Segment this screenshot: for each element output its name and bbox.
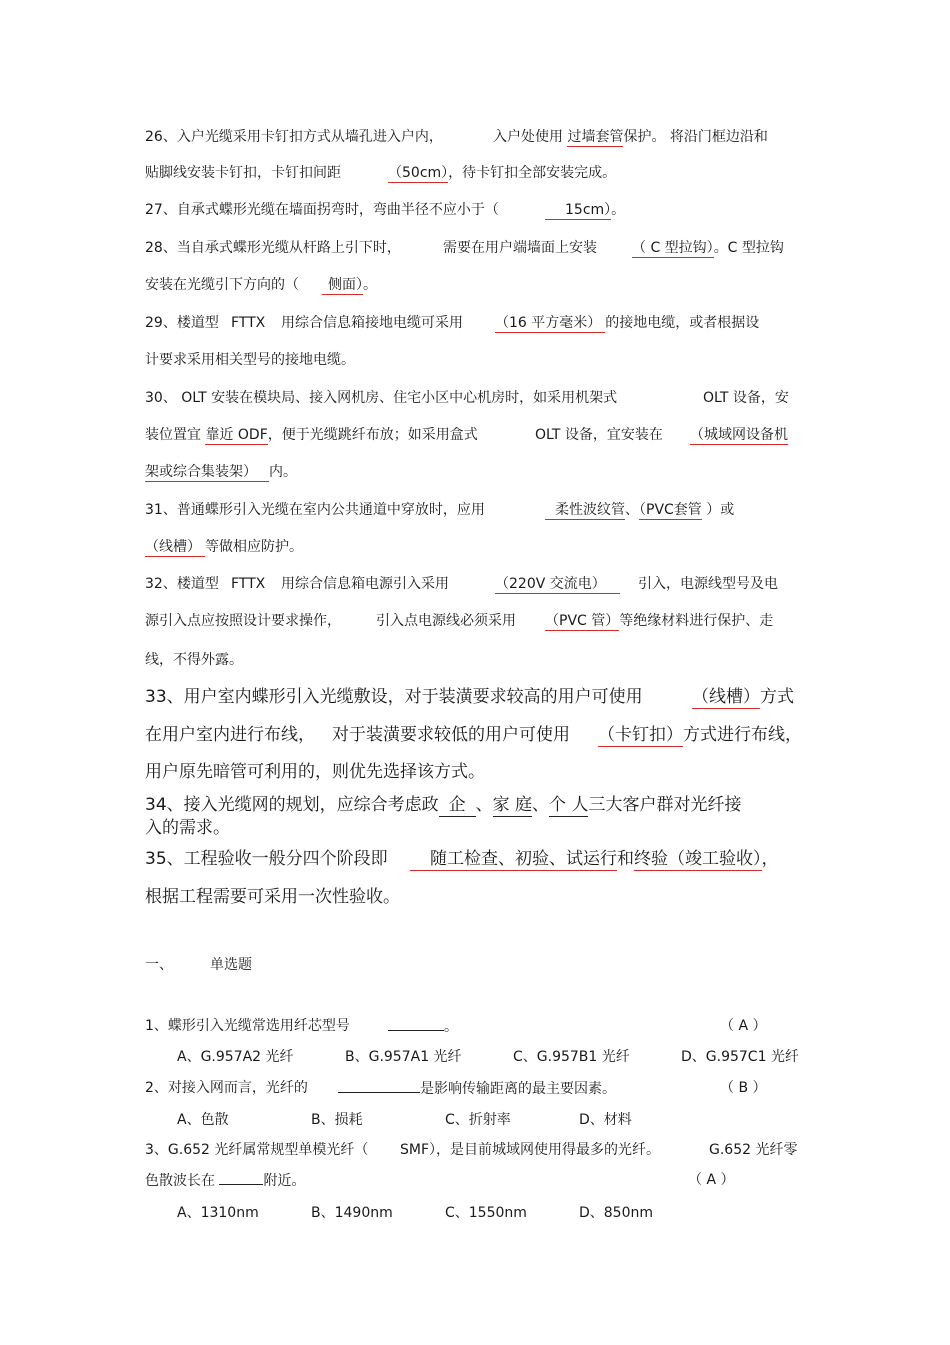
mc3-text-c: G.652 光纤零: [709, 1142, 798, 1158]
q35-answer-1: 随工检查、初验、试运行: [410, 849, 617, 871]
q31-answer-3: （线槽）: [145, 539, 205, 557]
q32-text-h: 线，不得外露。: [145, 652, 243, 668]
q31-line1: [145, 500, 485, 520]
mc2-text-a: 2、对接入网而言，光纤的: [145, 1080, 308, 1096]
mc3-question-d: [145, 1170, 305, 1191]
q32-line1d: [495, 574, 620, 594]
q26-text-e: ，待卡钉扣全部安装完成。: [448, 165, 617, 181]
q34-text-b: 、: [475, 795, 493, 815]
q30-text-f: 内。: [269, 464, 297, 480]
q26-line1b: [493, 127, 768, 147]
q28-text-c: 。C 型拉钩: [713, 240, 784, 256]
q30-text-a: 30、 OLT 安装在模块局、接入网机房、住宅小区中心机房时，如采用机架式: [145, 390, 618, 406]
q33-answer-2: （卡钉扣）: [598, 725, 683, 745]
q30-line1: [145, 388, 617, 408]
mc3-text-e: 附近。: [263, 1173, 306, 1189]
q34-line2: [145, 816, 230, 840]
mc3-question: [145, 1140, 368, 1160]
q31-answer-1: 柔性波纹管: [545, 502, 625, 520]
q34-text-d: 三大客户群对光纤接: [588, 795, 742, 815]
q35-line1: [145, 847, 388, 871]
q29-line1c: [281, 313, 463, 333]
q34-text-e: 入的需求。: [145, 818, 230, 838]
q33-line2: [145, 723, 315, 747]
mc1-blank: [388, 1016, 444, 1031]
mc1-answer: （ A ）: [720, 1018, 767, 1034]
q34-text-a: 34、接入光缆网的规划，应综合考虑政: [145, 795, 439, 815]
section-number-text: 一、: [145, 957, 173, 973]
mc3-text-a: 3、G.652 光纤属常规型单模光纤（: [145, 1142, 369, 1158]
q34-answer-2: 家 庭: [492, 795, 533, 815]
q32-line1: [145, 574, 219, 594]
q32-line2b: [376, 611, 516, 631]
mc3-option-a: A、1310nm: [177, 1205, 259, 1221]
mc2-question: [145, 1078, 308, 1098]
mc3-answer: （ A ）: [688, 1172, 735, 1188]
mc3-blank: [219, 1170, 263, 1185]
q28-text-d: 安装在光缆引下方向的（: [145, 277, 299, 293]
mc2-option-d: D、材料: [579, 1112, 632, 1128]
mc3-option-b: B、1490nm: [311, 1205, 393, 1221]
q28-line1c: [632, 238, 784, 258]
q31-text-c: ）或: [706, 502, 735, 518]
mc2-option-b: B、损耗: [311, 1112, 363, 1128]
q30-line2b: [535, 425, 663, 445]
q28-line2: [145, 275, 299, 295]
q28-line1b: [443, 238, 597, 258]
q29-text-c: 用综合信息箱接地电缆可采用: [281, 315, 463, 331]
q33-text-a: 33、用户室内蝶形引入光缆敷设，对于装潢要求较高的用户可使用: [145, 687, 643, 707]
q31-text-a: 31、普通蝶形引入光缆在室内公共通道中穿放时，应用: [145, 502, 485, 518]
q33-text-b: 方式: [760, 687, 794, 707]
q33-line3: [145, 760, 485, 784]
q33-answer-1: （线槽）: [692, 687, 760, 707]
q35-text-d: 根据工程需要可采用一次性验收。: [145, 887, 400, 907]
q28-answer-1: （ C 型拉钩）: [632, 240, 714, 256]
q32-answer-2: （PVC 管）: [545, 613, 620, 629]
q27-text-a: 27、自承式蝶形光缆在墙面拐弯时，弯曲半径不应小于（: [145, 202, 499, 218]
mc2-option-a: A、色散: [177, 1112, 229, 1128]
q32-text-b: FTTX: [231, 576, 266, 592]
q32-answer-1: （220V 交流电）: [495, 576, 620, 594]
section-title-text: 单选题: [210, 957, 252, 973]
mc1-option-b: B、G.957A1 光纤: [345, 1049, 462, 1065]
q29-line1: [145, 313, 219, 333]
q33-text-c: 在用户室内进行布线，: [145, 725, 315, 745]
q30-answer-1: 靠近 ODF: [205, 427, 268, 443]
q26-line2: [145, 163, 341, 183]
mc2-text-b: 是影响传输距离的最主要因素。: [420, 1081, 616, 1097]
q32-line1b: [231, 574, 265, 594]
q33-text-d: 对于装潢要求较低的用户可使用: [332, 725, 570, 745]
q34-text-c: 、: [532, 795, 550, 815]
q29-text-b: FTTX: [231, 315, 266, 331]
mc1-option-d: D、G.957C1 光纤: [681, 1049, 799, 1065]
q30-answer-2b: 架或综合集装架）: [145, 464, 269, 482]
q26-text-d: 贴脚线安装卡钉扣，卡钉扣间距: [145, 165, 341, 181]
q27-line1: [145, 200, 499, 220]
q26-answer-2: （50cm）: [388, 165, 449, 181]
q35-line2: [145, 885, 400, 909]
mc1-option-a: A、G.957A2 光纤: [177, 1049, 294, 1065]
q32-text-f: 引入点电源线必须采用: [376, 613, 516, 629]
q27-answer-1: 15cm）: [545, 202, 611, 220]
q31-line1b: [545, 500, 734, 520]
q33-line2b: [332, 723, 570, 747]
q28-line2b: [322, 275, 377, 295]
q28-answer-2: 侧面）: [322, 277, 363, 295]
q27-line1b: [545, 200, 625, 220]
mc3-option-c: C、1550nm: [445, 1205, 527, 1221]
q32-text-d: 引入，电源线型号及电: [638, 576, 778, 592]
q30-text-c: 装位置宜: [145, 427, 201, 443]
mc3-question-b: [400, 1140, 660, 1160]
q30-line2: [145, 425, 478, 445]
q27-text-b: 。: [611, 202, 626, 218]
q32-line1c: [281, 574, 449, 594]
q30-line3: [145, 462, 297, 482]
q30-text-e: OLT 设备，宜安装在: [535, 427, 663, 443]
q32-text-g: 等绝缘材料进行保护、走: [619, 613, 774, 629]
q34-answer-3: 个 人: [549, 795, 589, 815]
q28-text-e: 。: [363, 277, 377, 293]
mc2-option-c: C、折射率: [445, 1112, 511, 1128]
mc2-answer: （ B ）: [720, 1080, 767, 1096]
q35-answer-2: 终验（竣工验收）: [634, 849, 762, 869]
q34-line1: [145, 793, 741, 817]
q26-text-b: 入户处使用: [493, 129, 563, 145]
q33-line2c: [598, 723, 802, 747]
mc3-text-b: SMF），是目前城域网使用得最多的光纤。: [400, 1142, 661, 1158]
q29-answer-1: （16 平方毫米）: [495, 315, 605, 333]
mc1-text-a: 1、蝶形引入光缆常选用纤芯型号: [145, 1018, 350, 1034]
q33-line1b: [692, 685, 794, 709]
q29-text-a: 29、楼道型: [145, 315, 219, 331]
q33-text-f: 用户原先暗管可利用的，则优先选择该方式。: [145, 762, 485, 782]
q33-text-e: 方式进行布线，: [683, 725, 802, 745]
q29-line2: [145, 350, 355, 370]
q30-line2c: [690, 425, 788, 445]
q35-text-c: ，: [761, 849, 779, 869]
q35-text-a: 35、工程验收一般分四个阶段即: [145, 849, 388, 869]
q32-line3: [145, 650, 243, 670]
q30-text-d: ，便于光缆跳纤布放；如采用盒式: [267, 427, 478, 443]
q26-line2b: [388, 163, 616, 183]
q28-text-a: 28、当自承式蝶形光缆从杆路上引下时，: [145, 240, 401, 256]
q26-answer-1: 过墙套管: [567, 129, 624, 145]
mc2-question-b: [338, 1078, 616, 1099]
q32-line1e: [638, 574, 778, 594]
q32-text-e: 源引入点应按照设计要求操作，: [145, 613, 341, 629]
q29-text-d: 的接地电缆，或者根据设: [605, 315, 760, 331]
q30-text-b: OLT 设备，安: [703, 390, 789, 406]
mc2-blank: [338, 1078, 420, 1093]
q26-text-a: 26、入户光缆采用卡钉扣方式从墙孔进入户内，: [145, 129, 443, 145]
mc3-question-c: [709, 1140, 797, 1160]
mc1-option-c: C、G.957B1 光纤: [513, 1049, 630, 1065]
q35-text-b: 和: [617, 849, 634, 869]
q30-line1b: [703, 388, 789, 408]
q33-line1: [145, 685, 643, 709]
q35-line1b: [410, 847, 779, 871]
mc3-option-d: D、850nm: [579, 1205, 654, 1221]
q29-text-e: 计要求采用相关型号的接地电缆。: [145, 352, 355, 368]
mc1-question: [145, 1016, 350, 1036]
q28-line1: [145, 238, 401, 258]
q32-text-a: 32、楼道型: [145, 576, 219, 592]
mc3-text-d: 色散波长在: [145, 1173, 215, 1189]
q31-text-d: 等做相应防护。: [205, 539, 303, 555]
section-number: [145, 955, 173, 975]
section-title: [210, 955, 252, 975]
q31-line2: [145, 537, 303, 557]
q29-line1b: [231, 313, 265, 333]
q34-answer-1: 企: [439, 795, 476, 817]
q32-line2c: [545, 611, 773, 631]
q26-line1: [145, 127, 443, 147]
q31-text-b: 、: [625, 502, 639, 518]
q32-line2: [145, 611, 341, 631]
q26-text-c: 保护。 将沿门框边沿和: [623, 129, 768, 145]
q29-line1d: [495, 313, 759, 333]
mc1-question-b: [388, 1016, 458, 1037]
mc1-text-b: 。: [444, 1019, 458, 1035]
q28-text-b: 需要在用户端墙面上安装: [443, 240, 597, 256]
q32-text-c: 用综合信息箱电源引入采用: [281, 576, 449, 592]
q31-answer-2: （PVC套管: [639, 502, 702, 518]
q30-answer-2a: （城域网设备机: [690, 427, 788, 443]
